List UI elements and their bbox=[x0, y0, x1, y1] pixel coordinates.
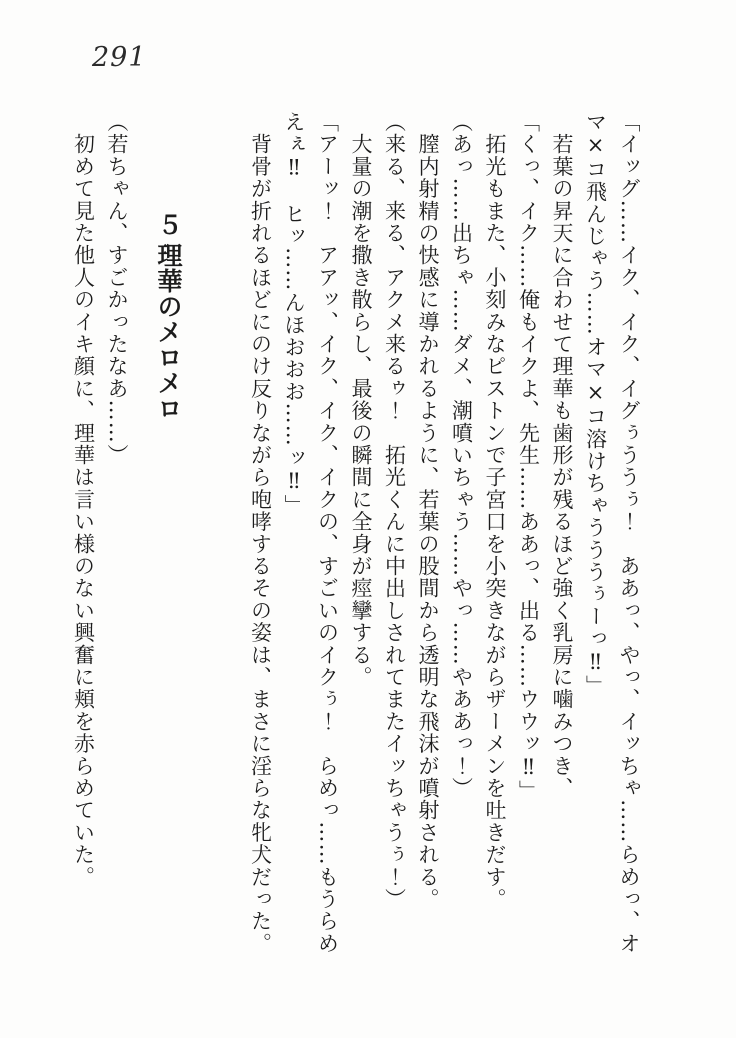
page-number: 291 bbox=[92, 42, 147, 73]
chapter-number: ５ bbox=[154, 212, 183, 238]
vertical-text-area bbox=[66, 111, 645, 969]
text-column: 「くっ、イク……俺もイクよ、先生……ああっ、出る……ウウッ‼」 bbox=[516, 111, 541, 803]
chapter-title: 理華のメロメロ bbox=[154, 242, 183, 421]
text-column: えぇ‼ ヒッ……んほおおお……ッ‼」 bbox=[282, 111, 306, 517]
text-column: 拓光もまた、小刻みなピストンで子宮口を小突きながらザーメンを吐きだす。 bbox=[483, 111, 507, 911]
text-column: 「アーッ！ アアッ、イク、イク、イクの、すごいのイクぅ！ らめっ……もうらめ bbox=[315, 111, 340, 955]
text-column: 大量の潮を撒き散らし、最後の瞬間に全身が痙攣する。 bbox=[349, 111, 373, 689]
text-column: 初めて見た他人のイキ顔に、理華は言い様のない興奮に頬を赤らめていた。 bbox=[71, 111, 96, 888]
text-column: （若ちゃん、すごかったなあ……） bbox=[105, 111, 129, 467]
text-column: （来る、来る、アクメ来るゥ！ 拓光くんに中出しされてまたイッちゃうぅ！） bbox=[382, 111, 407, 911]
text-column: 「イッグ……イク、イク、イグぅううぅ！ ああっ、やっ、イッちゃ……らめっ、オ bbox=[617, 111, 641, 955]
text-column: 背骨が折れるほどにのけ反りながら咆哮するその姿は、まさに淫らな牝犬だった。 bbox=[248, 111, 273, 955]
text-column: マ×コ飛んじゃう……オマ×コ溶けちゃうううぅーっ‼」 bbox=[583, 111, 608, 698]
text-column: 若葉の昇天に合わせて理華も歯形が残るほど強く乳房に噛みつき、 bbox=[550, 111, 574, 800]
text-column: （あっ……出ちゃ……ダメ、潮噴いちゃう……やっ……やああっ！） bbox=[449, 111, 474, 800]
chapter-heading bbox=[145, 111, 191, 969]
text-column: 膣内射精の快感に導かれるように、若葉の股間から透明な飛沫が噴射される。 bbox=[416, 111, 440, 911]
